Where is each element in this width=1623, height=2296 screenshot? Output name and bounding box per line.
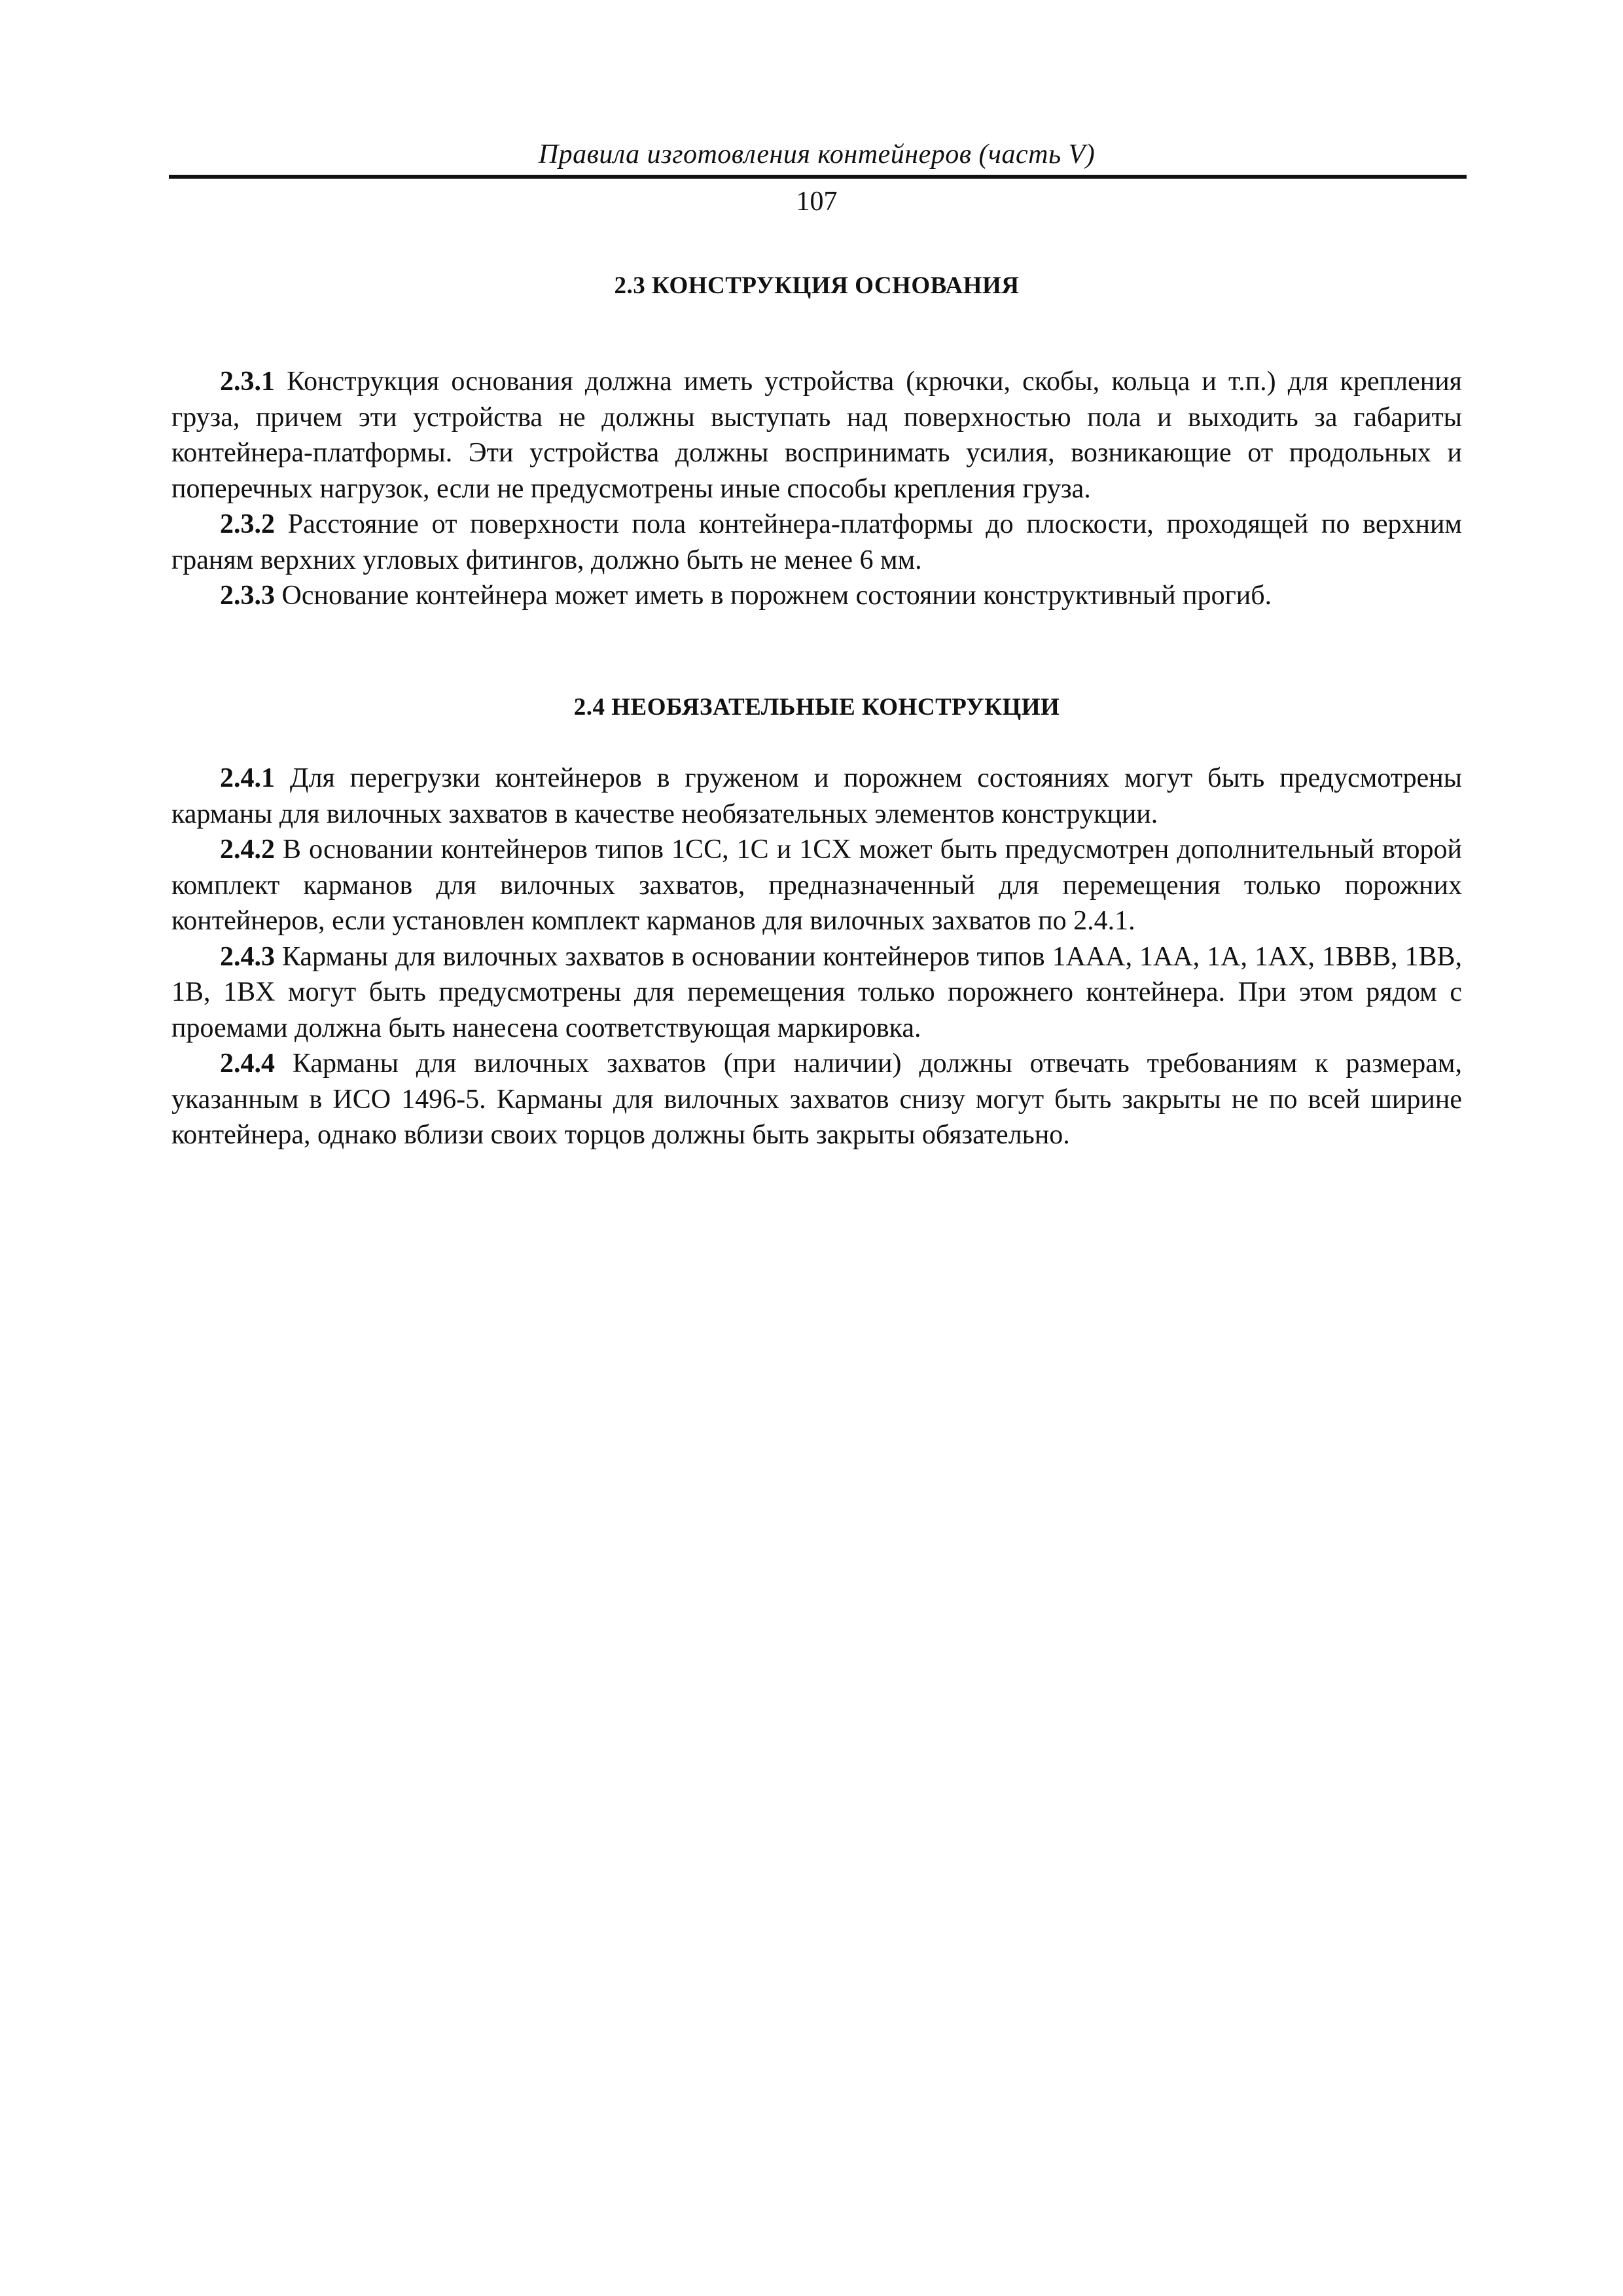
clause-number: 2.4.2 [220,834,275,865]
section-body-2-3 [171,364,1462,614]
paragraph-2-4-4 [171,1046,1462,1153]
running-header: Правила изготовления контейнеров (часть V) [538,139,1096,170]
section-heading-2-3: 2.3 КОНСТРУКЦИЯ ОСНОВАНИЯ [614,272,1020,299]
paragraph-text: В основании контейнеров типов 1CC, 1C и 1CX может быть предусмотрен дополнительный второй комплект карманов для вилочных захватов, предназначенный для перемещения только порожних контейнеров, если установлен комплект карманов для вилочных захватов по 2.4.1. [171,834,1463,936]
paragraph-2-3-1 [171,364,1462,507]
paragraph-2-4-3 [171,939,1462,1047]
clause-number: 2.3.2 [220,509,275,539]
paragraph-text: Для перегрузки контейнеров в груженом и порожнем состояниях могут быть предусмотрены карманы для вилочных захватов в качестве необязательных элементов конструкции. [171,763,1462,829]
clause-number: 2.4.3 [220,941,275,972]
paragraph-2-3-3 [171,578,1462,614]
paragraph-text: Конструкция основания должна иметь устройства (крючки, скобы, кольца и т.п.) для крепления груза, причем эти устройства не должны выступать над поверхностью пола и выходить за габариты контейнера-платформы. Эти устройства должны воспринимать усилия, возникающие от продольных и поперечных нагрузок, если не предусмотрены иные способы крепления груза. [171,367,1462,504]
paragraph-text: Расстояние от поверхности пола контейнера-платформы до плоскости, проходящей по верхним граням верхних угловых фитингов, должно быть не менее 6 мм. [171,509,1462,575]
paragraph-2-4-1 [171,761,1462,832]
section-body-2-4 [171,761,1462,1153]
paragraph-2-4-2 [171,832,1462,939]
paragraph-text: Основание контейнера может иметь в порожнем состоянии конструктивный прогиб. [281,581,1272,611]
section-heading-2-4: 2.4 НЕОБЯЗАТЕЛЬНЫЕ КОНСТРУКЦИИ [573,694,1060,721]
paragraph-text: Карманы для вилочных захватов (при наличии) должны отвечать требованиям к размерам, указанным в ИСО 1496-5. Карманы для вилочных захватов снизу могут быть закрыты не по всей ширине контейнера, однако вблизи своих торцов должны быть закрыты обязательно. [171,1049,1462,1150]
clause-number: 2.4.1 [220,763,275,793]
clause-number: 2.4.4 [220,1049,275,1079]
paragraph-text: Карманы для вилочных захватов в основании контейнеров типов 1AAA, 1AA, 1A, 1AX, 1BBB, 1BB, 1B, 1BX могут быть предусмотрены для перемещения только порожнего контейнера. При этом рядом с проемами должна быть нанесена соответствующая маркировка. [171,941,1463,1043]
clause-number: 2.3.3 [220,581,275,611]
page-number: 107 [796,187,838,217]
header-rule [169,175,1467,179]
clause-number: 2.3.1 [220,367,275,397]
paragraph-2-3-2 [171,507,1462,578]
